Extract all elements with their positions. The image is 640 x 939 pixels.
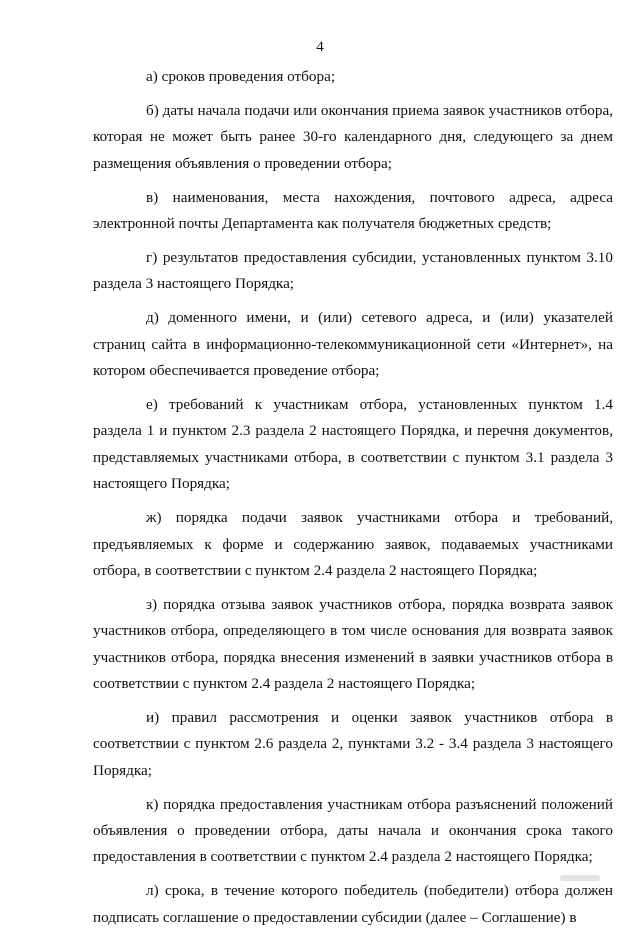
paragraph-g: г) результатов предоставления субсидии, установленных пунктом 3.10 раздела 3 настоящего Порядка;: [93, 248, 613, 293]
paragraph-zh: ж) порядка подачи заявок участниками отбора и требований, предъявляемых к форме и содержанию заявок, подаваемых участниками отбора, в соответствии с пунктом 2.4 раздела 2 настоящего Порядка;: [93, 509, 613, 579]
paragraph-z: з) порядка отзыва заявок участников отбора, порядка возврата заявок участников отбора, определяющего в том числе основания для возврата заявок участников отбора, порядка внесения изменений в заявки участников отбора в соответствии с пунктом 2.4 раздела 2 настоящего Порядка;: [93, 595, 613, 693]
scan-smudge: [560, 875, 600, 881]
page-number: 4: [316, 39, 324, 55]
document-body: [93, 64, 613, 939]
paragraph-a: а) сроков проведения отбора;: [146, 68, 336, 85]
paragraph-l: л) срока, в течение которого победитель (победители) отбора должен подписать соглашение о предоставлении субсидии (далее – Соглашение) в: [93, 882, 613, 926]
paragraph-d: д) доменного имени, и (или) сетевого адреса, и (или) указателей страниц сайта в информационно-телекоммуникационной сети «Интернет», на котором обеспечивается проведение отбора;: [93, 309, 613, 380]
paragraph-e: е) требований к участникам отбора, установленных пунктом 1.4 раздела 1 и пунктом 2.3 раздела 2 настоящего Порядка, и перечня документов, представляемых участниками отбора, в соответствии с пунктом 3.1 раздела 3 настоящего Порядка;: [93, 395, 613, 493]
paragraph-k: к) порядка предоставления участникам отбора разъяснений положений объявления о проведении отбора, даты начала и окончания срока такого предоставления в соответствии с пунктом 2.4 раздела 2 настоящего Порядка;: [93, 795, 613, 866]
paragraph-v: в) наименования, места нахождения, почтового адреса, адреса электронной почты Департамента как получателя бюджетных средств;: [93, 188, 613, 233]
paragraph-i: и) правил рассмотрения и оценки заявок участников отбора в соответствии с пунктом 2.6 раздела 2, пунктами 3.2 - 3.4 раздела 3 настоящего Порядка;: [93, 708, 613, 779]
paragraph-b: б) даты начала подачи или окончания приема заявок участников отбора, которая не может быть ранее 30-го календарного дня, следующего за днем размещения объявления о проведении отбора;: [93, 101, 613, 172]
